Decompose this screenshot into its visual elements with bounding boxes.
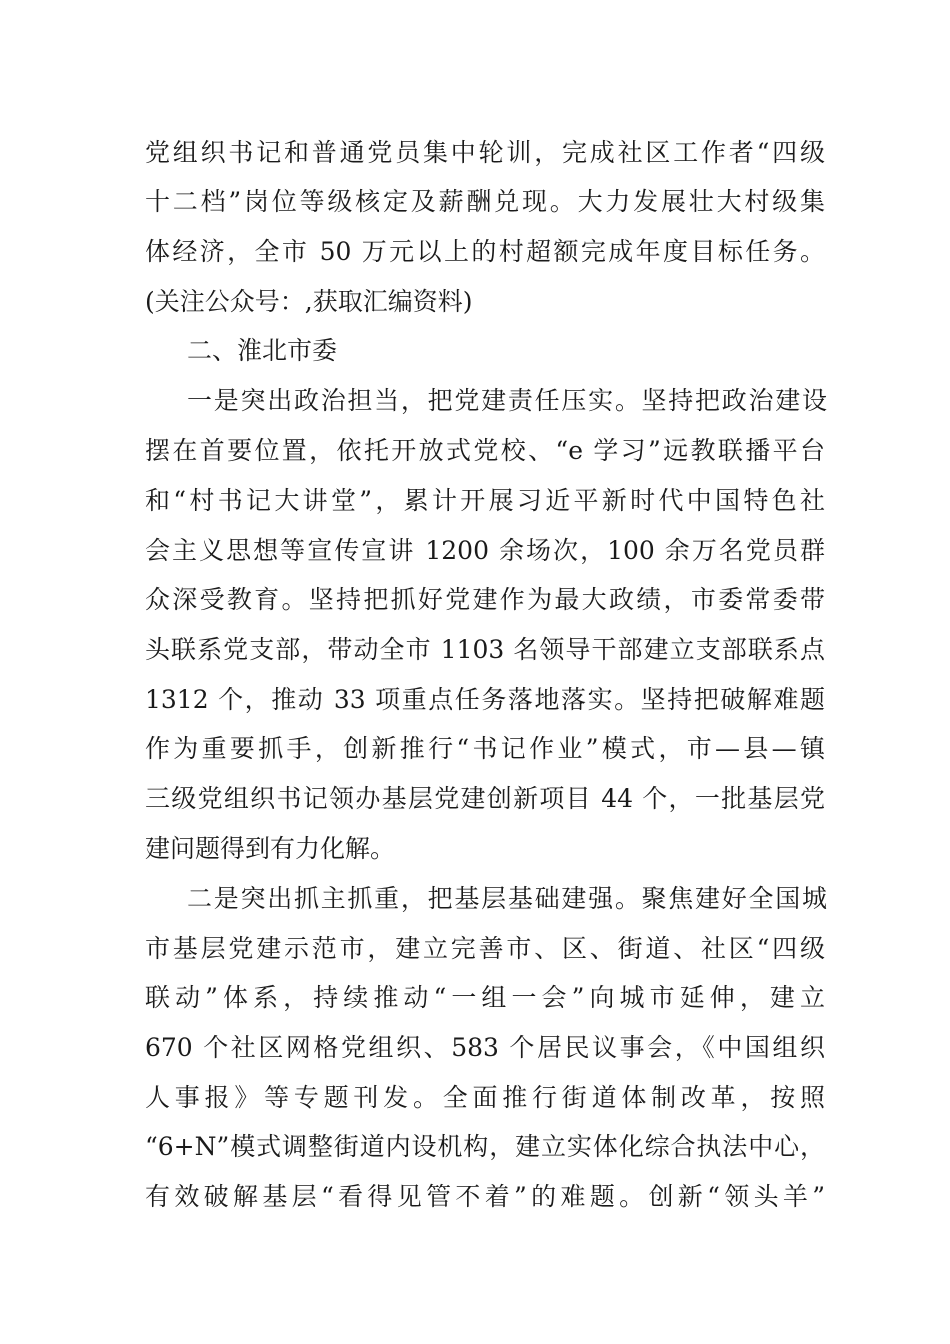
text-line: 三级党组织书记领办基层党建创新项目 44 个，一批基层党 — [145, 784, 825, 813]
text-line: 市基层党建示范市，建立完善市、区、街道、社区“四级 — [145, 934, 825, 963]
text-line: 和“村书记大讲堂”，累计开展习近平新时代中国特色社 — [145, 486, 825, 515]
text-line: “6+N”模式调整街道内设机构，建立实体化综合执法中心， — [145, 1132, 825, 1161]
text-line: 有效破解基层“看得见管不着”的难题。创新“领头羊” — [145, 1182, 825, 1211]
text-line: 人事报》等专题刊发。全面推行街道体制改革，按照 — [145, 1083, 825, 1112]
paragraph-first-line: 二是突出抓主抓重，把基层基础建强。聚焦建好全国城 — [187, 884, 827, 913]
text-line: (关注公众号：,获取汇编资料) — [145, 287, 473, 316]
text-line: 作为重要抓手，创新推行“书记作业”模式，市—县—镇 — [145, 734, 825, 763]
text-line: 十二档”岗位等级核定及薪酬兑现。大力发展壮大村级集 — [145, 187, 825, 216]
text-line: 众深受教育。坚持把抓好党建作为最大政绩，市委常委带 — [145, 585, 825, 614]
section-heading: 二、淮北市委 — [187, 336, 338, 365]
text-line: 会主义思想等宣传宣讲 1200 余场次，100 余万名党员群 — [145, 536, 825, 565]
text-line: 党组织书记和普通党员集中轮训，完成社区工作者“四级 — [145, 138, 825, 167]
paragraph-first-line: 一是突出政治担当，把党建责任压实。坚持把政治建设 — [187, 386, 827, 415]
text-line: 体经济，全市 50 万元以上的村超额完成年度目标任务。 — [145, 237, 825, 266]
text-line: 摆在首要位置，依托开放式党校、“e 学习”远教联播平台 — [145, 436, 825, 465]
text-line: 联动”体系，持续推动“一组一会”向城市延伸，建立 — [145, 983, 825, 1012]
text-line: 1312 个，推动 33 项重点任务落地落实。坚持把破解难题 — [145, 685, 825, 714]
text-line: 670 个社区网格党组织、583 个居民议事会，《中国组织 — [145, 1033, 825, 1062]
text-line: 建问题得到有力化解。 — [145, 834, 396, 863]
text-line: 头联系党支部，带动全市 1103 名领导干部建立支部联系点 — [145, 635, 825, 664]
